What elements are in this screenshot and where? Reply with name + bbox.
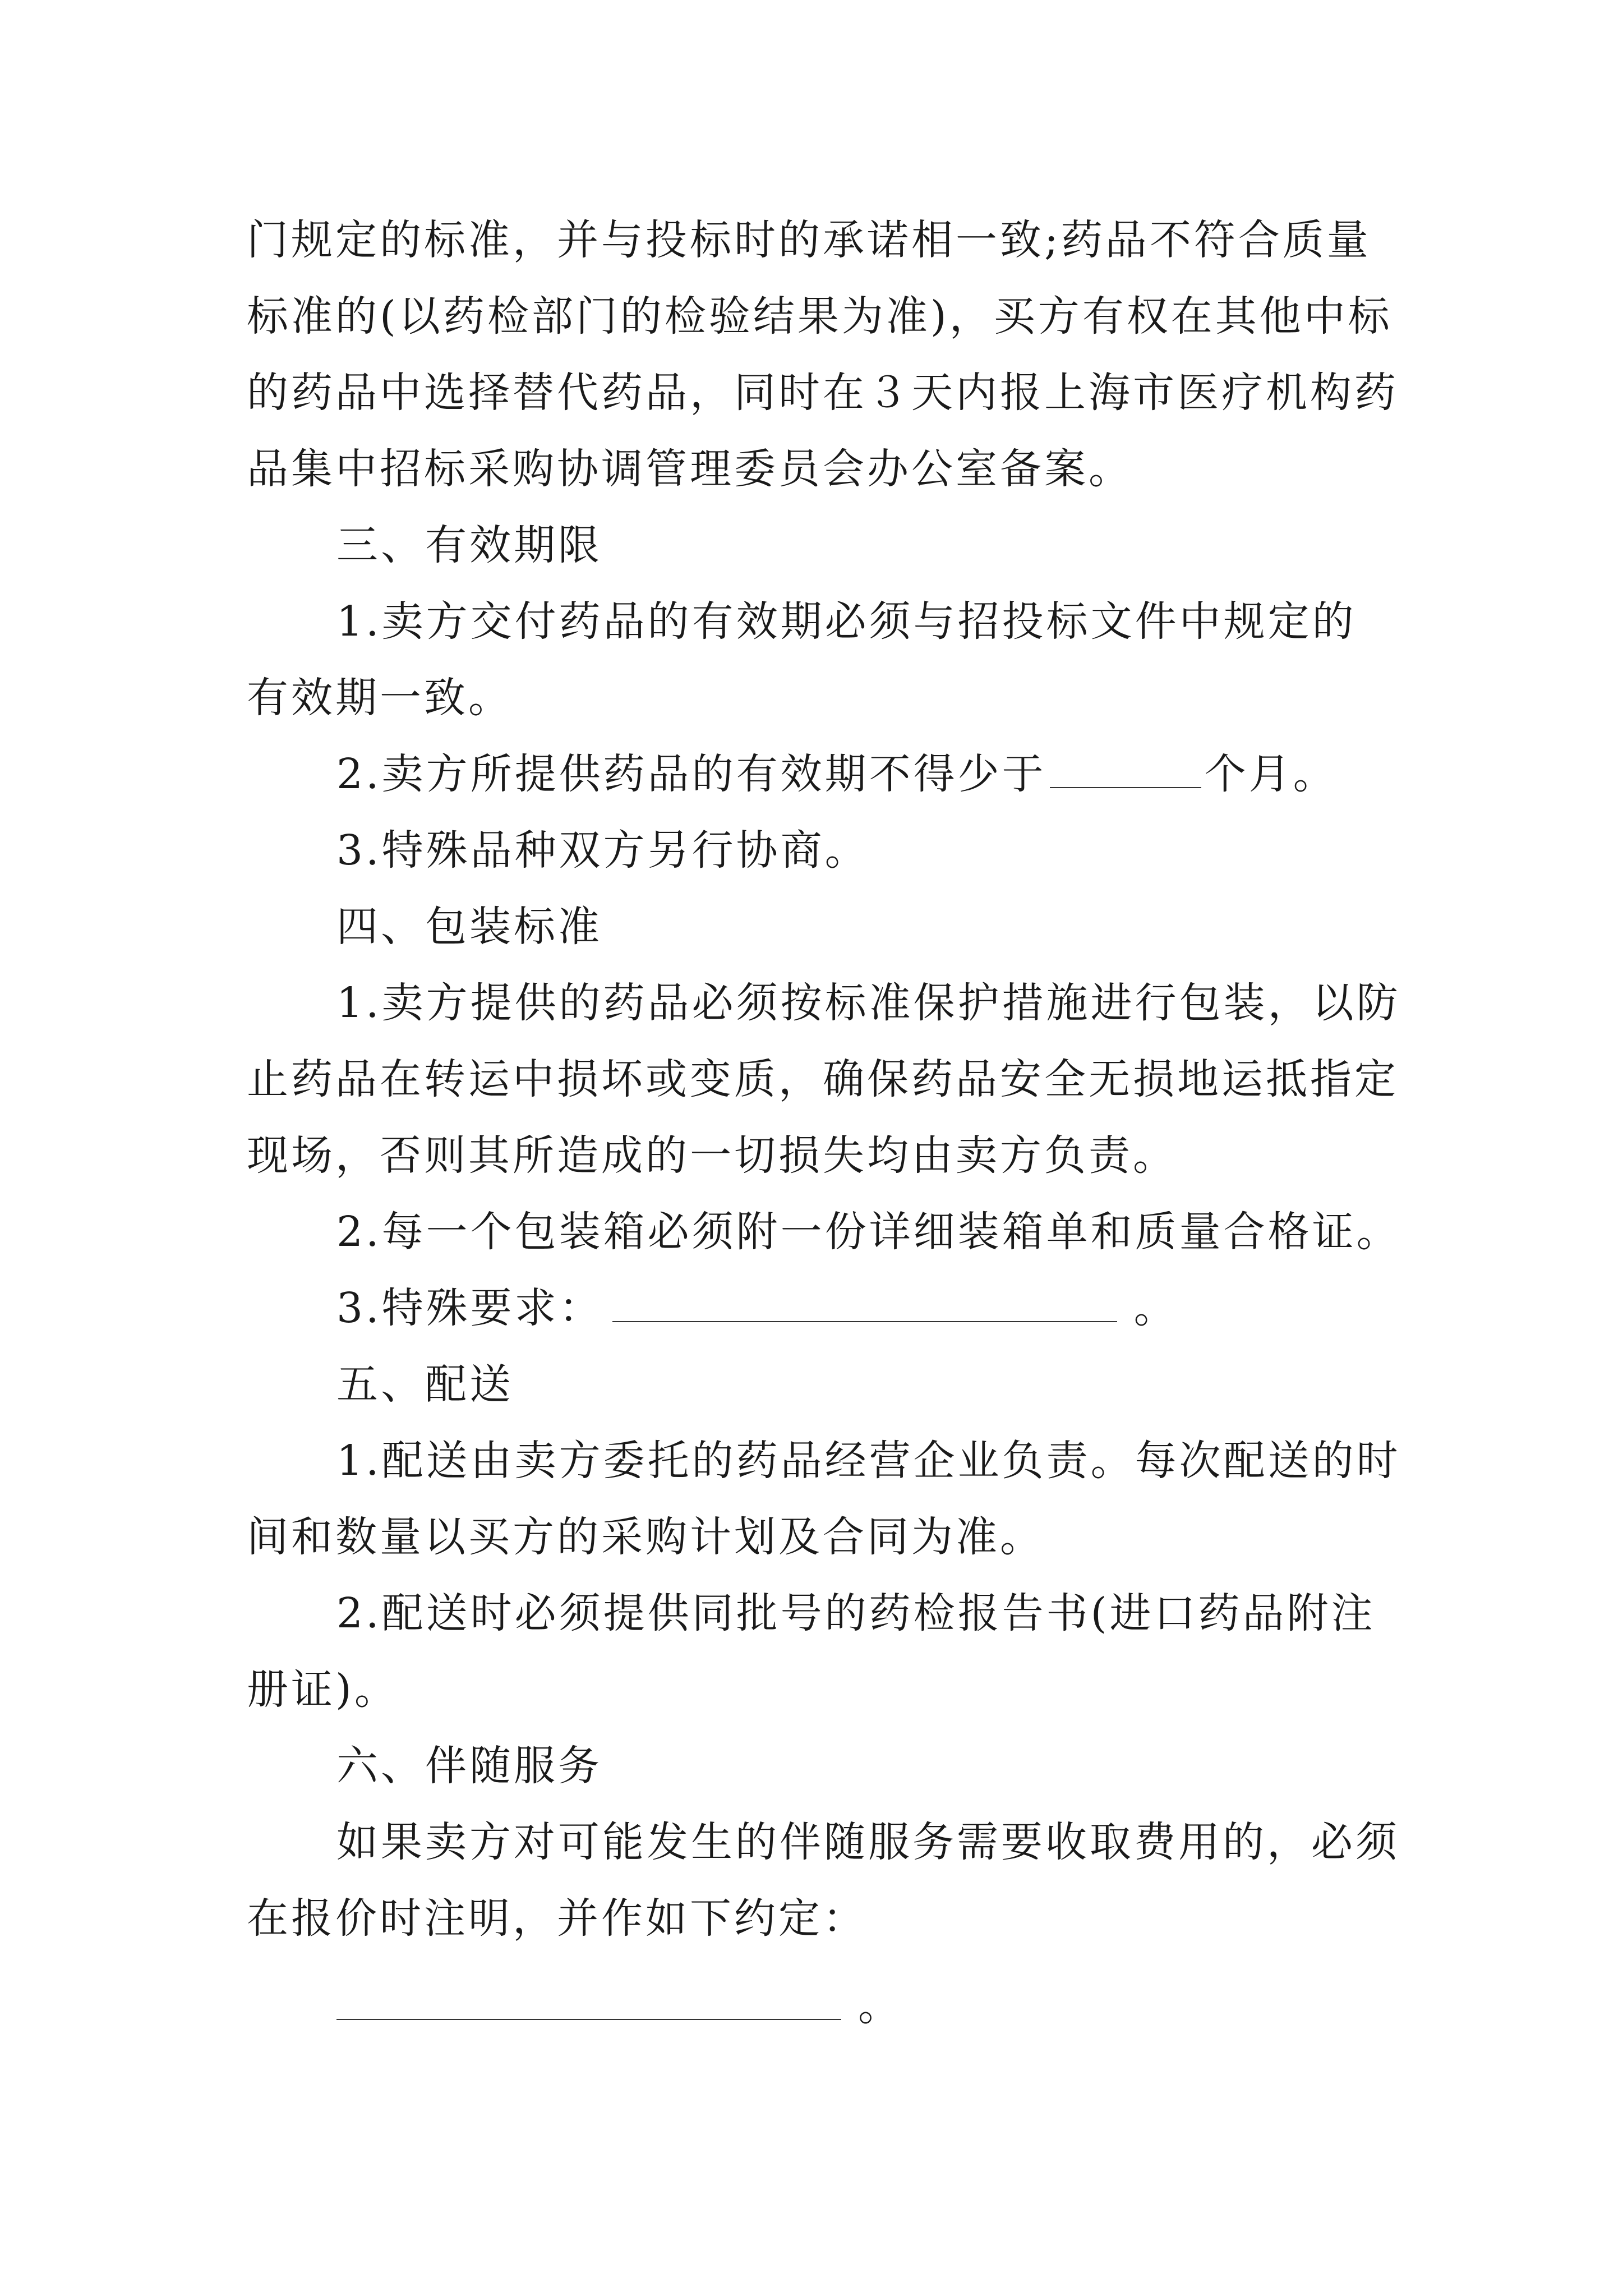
paragraph-line: [336, 1978, 902, 2034]
paragraph-line: 品集中招标采购协调管理委员会办公室备案。: [247, 445, 1133, 493]
paragraph-line: 有效期一致。: [247, 674, 513, 722]
fill-in-blank: [612, 1287, 1117, 1322]
paragraph-text: 2.卖方所提供药品的有效期不得少于: [336, 750, 1046, 798]
paragraph-text: 个月。: [1204, 750, 1338, 798]
paragraph-line: 止药品在转运中损坏或变质，确保药品安全无损地运抵指定: [247, 1055, 1399, 1103]
paragraph-line: [336, 746, 1338, 802]
section-heading: 六、伴随服务: [336, 1742, 602, 1790]
paragraph-line: 1.配送由卖方委托的药品经营企业负责。每次配送的时: [336, 1437, 1401, 1485]
paragraph-line: 2.每一个包装箱必须附一份详细装箱单和质量合格证。: [336, 1208, 1401, 1256]
paragraph-line: 3.特殊品种双方另行协商。: [336, 826, 869, 875]
paragraph-line: 在报价时注明，并作如下约定：: [247, 1894, 867, 1943]
paragraph-line: [336, 1280, 1178, 1336]
fill-in-blank: [336, 1985, 841, 2020]
paragraph-line: 标准的(以药检部门的检验结果为准)，买方有权在其他中标: [247, 292, 1393, 341]
paragraph-line: 的药品中选择替代药品，同时在３天内报上海市医疗机构药: [247, 369, 1399, 417]
fill-in-blank: [1050, 753, 1201, 788]
paragraph-text: 。: [1133, 1284, 1178, 1332]
paragraph-line: 门规定的标准，并与投标时的承诺相一致;药品不符合质量: [247, 216, 1371, 264]
section-heading: 三、有效期限: [336, 521, 602, 569]
paragraph-line: 2.配送时必须提供同批号的药检报告书(进口药品附注: [336, 1589, 1376, 1637]
paragraph-line: 现场，否则其所造成的一切损失均由卖方负责。: [247, 1131, 1177, 1180]
paragraph-line: 册证)。: [247, 1665, 399, 1714]
paragraph-line: 间和数量以买方的采购计划及合同为准。: [247, 1513, 1044, 1561]
section-heading: 四、包装标准: [336, 903, 602, 951]
section-heading: 五、配送: [336, 1360, 514, 1409]
paragraph-line: 1.卖方交付药品的有效期必须与招投标文件中规定的: [336, 597, 1357, 646]
paragraph-line: 如果卖方对可能发生的伴随服务需要收取费用的，必须: [336, 1818, 1400, 1866]
paragraph-text: 3.特殊要求：: [336, 1284, 603, 1332]
paragraph-text: 。: [858, 1982, 902, 2030]
paragraph-line: 1.卖方提供的药品必须按标准保护措施进行包装，以防: [336, 979, 1401, 1027]
